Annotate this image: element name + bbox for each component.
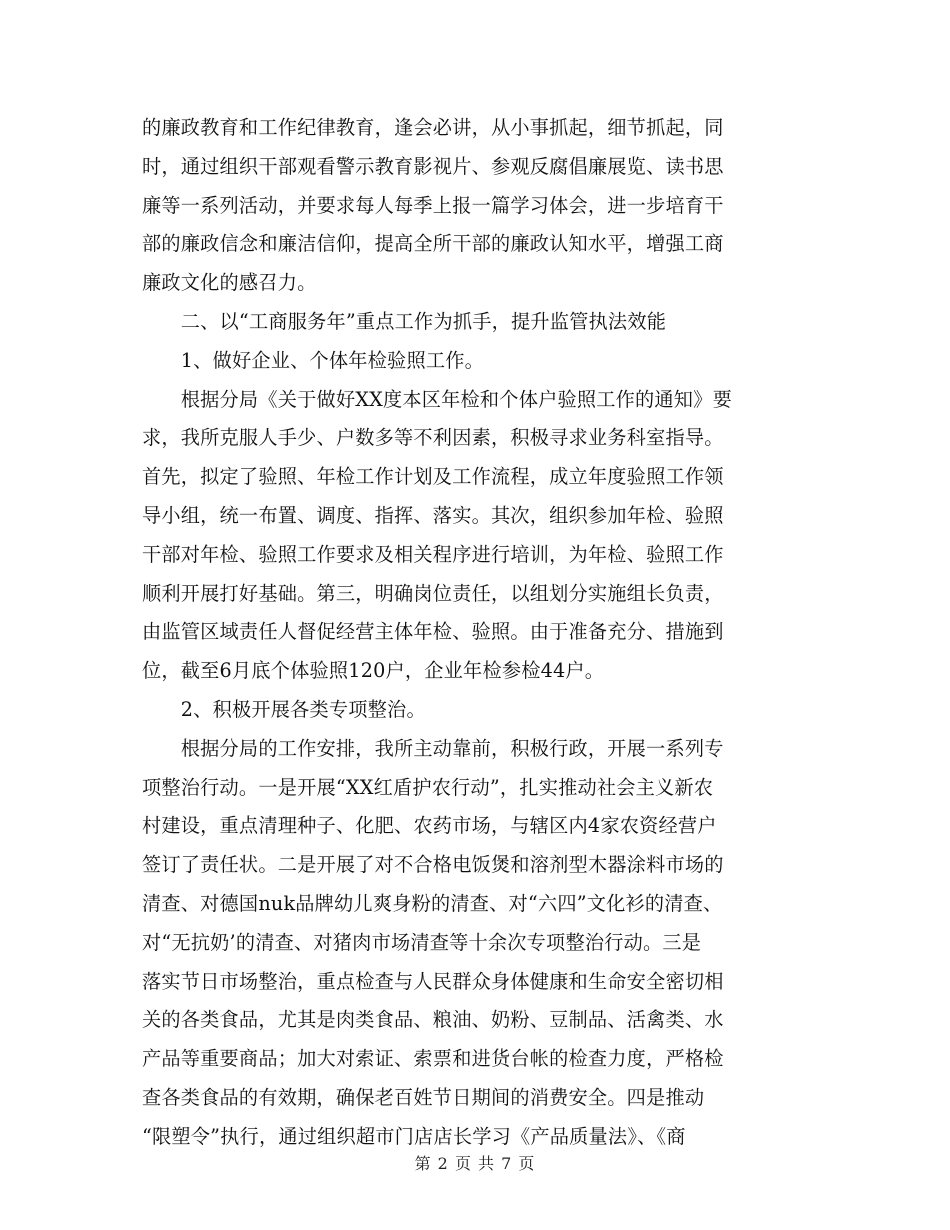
text-line: 廉政文化的感召力。 xyxy=(142,271,317,295)
text-line: 由监管区域责任人督促经营主体年检、验照。由于准备充分、措施到 xyxy=(142,620,724,644)
text-line: 首先，拟定了验照、年检工作计划及工作流程，成立年度验照工作领 xyxy=(142,465,724,489)
text-line: 导小组，统一布置、调度、指挥、落实。其次，组织参加年检、验照 xyxy=(142,503,724,527)
text-line: 村建设，重点清理种子、化肥、农药市场，与辖区内4家农资经营户 xyxy=(142,814,717,838)
section-heading: 二、以“工商服务年”重点工作为抓手，提升监管执法效能 xyxy=(142,309,667,333)
text-line: 清查、对德国nuk品牌幼儿爽身粉的清查、对“六四”文化衫的清查、 xyxy=(142,891,723,915)
page-footer: 第 2 页 共 7 页 xyxy=(414,1154,536,1173)
document-body xyxy=(142,109,812,1157)
text-line: 部的廉政信念和廉洁信仰，提高全所干部的廉政认知水平，增强工商 xyxy=(142,232,724,256)
text-line: 根据分局的工作安排，我所主动靠前，积极行政，开展一系列专 xyxy=(142,736,724,760)
text-line: 求，我所克服人手少、户数多等不利因素，积极寻求业务科室指导。 xyxy=(142,426,724,450)
text-line: 对“无抗奶’的清查、对猪肉市场清查等十余次专项整治行动。三是 xyxy=(142,930,702,954)
text-line: 干部对年检、验照工作要求及相关程序进行培训，为年检、验照工作 xyxy=(142,542,724,566)
text-line: 落实节日市场整治，重点检查与人民群众身体健康和生命安全密切相 xyxy=(142,969,724,993)
text-line: 关的各类食品，尤其是肉类食品、粮油、奶粉、豆制品、活禽类、水 xyxy=(142,1008,724,1032)
text-line: 签订了责任状。二是开展了对不合格电饭煲和溶剂型木器涂料市场的 xyxy=(142,853,724,877)
text-line: 时，通过组织干部观看警示教育影视片、参观反腐倡廉展览、读书思 xyxy=(142,154,724,178)
subsection-heading: 2、积极开展各类专项整治。 xyxy=(142,697,426,721)
text-line: 项整治行动。一是开展“XX红盾护农行动”，扎实推动社会主义新农 xyxy=(142,775,714,799)
text-line: 廉等一系列活动，并要求每人每季上报一篇学习体会，进一步培育干 xyxy=(142,193,724,217)
text-line: 查各类食品的有效期，确保老百姓节日期间的消费安全。四是推动 xyxy=(142,1085,705,1109)
text-line: 产品等重要商品；加大对索证、索票和进货台帐的检查力度，严格检 xyxy=(142,1047,724,1071)
text-line: 根据分局《关于做好XX度本区年检和个体户验照工作的通知》要 xyxy=(142,387,732,411)
text-line: 位，截至6月底个体验照120户，企业年检参检44户。 xyxy=(142,659,605,683)
subsection-heading: 1、做好企业、个体年检验照工作。 xyxy=(142,348,484,372)
text-line: “限塑令”执行，通过组织超市门店店长学习《产品质量法》、《商 xyxy=(142,1124,686,1148)
text-line: 的廉政教育和工作纪律教育，逢会必讲，从小事抓起，细节抓起，同 xyxy=(142,116,724,139)
text-line: 顺利开展打好基础。第三，明确岗位责任，以组划分实施组长负责， xyxy=(142,581,724,605)
